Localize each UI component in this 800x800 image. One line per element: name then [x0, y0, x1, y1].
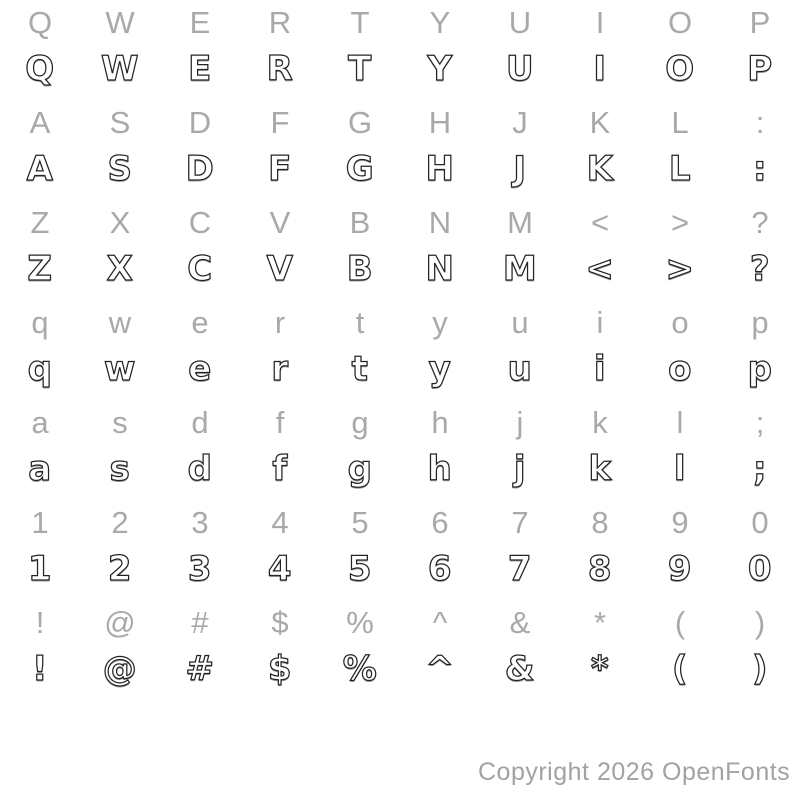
styled-glyph-;: ;	[752, 449, 768, 489]
styled-glyph-L: L	[668, 149, 692, 189]
reference-glyph-L: L	[671, 105, 689, 140]
styled-glyph-A: A	[26, 149, 54, 189]
styled-glyph-l: l	[673, 449, 687, 489]
reference-glyph-;: ;	[755, 405, 765, 440]
reference-glyph-#: #	[191, 605, 209, 640]
reference-row	[0, 302, 800, 344]
reference-glyph-k: k	[592, 405, 608, 440]
reference-glyph-6: 6	[431, 505, 449, 540]
styled-glyph-#: #	[185, 649, 215, 689]
reference-glyph-K: K	[589, 105, 611, 140]
styled-glyph-O: O	[665, 49, 695, 89]
styled-glyph-y: y	[428, 349, 452, 389]
reference-glyph-G: G	[347, 105, 373, 140]
styled-glyph-J: J	[513, 149, 527, 189]
styled-glyph-2: 2	[107, 549, 133, 589]
reference-glyph-9: 9	[671, 505, 689, 540]
styled-glyph-1: 1	[27, 549, 53, 589]
styled-glyph-@: @	[102, 649, 138, 689]
styled-glyph-%: %	[342, 649, 378, 689]
styled-glyph-row	[0, 242, 800, 296]
styled-glyph-t: t	[351, 349, 369, 389]
reference-glyph-^: ^	[432, 605, 448, 640]
reference-row	[0, 102, 800, 144]
styled-glyph-s: s	[109, 449, 131, 489]
reference-glyph-y: y	[432, 305, 448, 340]
styled-glyph-4: 4	[267, 549, 293, 589]
reference-glyph-t: t	[355, 305, 365, 340]
reference-glyph-<: <	[590, 205, 610, 240]
styled-glyph-row	[0, 342, 800, 396]
styled-glyph-5: 5	[347, 549, 373, 589]
styled-glyph-U: U	[505, 49, 535, 89]
reference-glyph-e: e	[191, 305, 209, 340]
reference-glyph-8: 8	[591, 505, 609, 540]
styled-glyph-B: B	[346, 249, 374, 289]
styled-glyph-j: j	[513, 449, 527, 489]
copyright-text: Copyright 2026 OpenFonts	[478, 758, 791, 786]
styled-glyph-i: i	[593, 349, 607, 389]
reference-glyph-@: @	[104, 605, 136, 640]
styled-glyph-I: I	[593, 49, 607, 89]
styled-glyph-6: 6	[427, 549, 453, 589]
styled-glyph-D: D	[185, 149, 215, 189]
styled-glyph-h: h	[427, 449, 453, 489]
styled-glyph-row	[0, 442, 800, 496]
reference-glyph-H: H	[428, 105, 452, 140]
styled-glyph-0: 0	[747, 549, 773, 589]
styled-glyph-:: :	[752, 149, 768, 189]
styled-glyph-H: H	[425, 149, 455, 189]
styled-glyph-q: q	[27, 349, 53, 389]
reference-glyph-X: X	[109, 205, 131, 240]
reference-glyph-Y: Y	[429, 5, 451, 40]
styled-glyph-row	[0, 642, 800, 696]
styled-glyph-o: o	[668, 349, 692, 389]
reference-glyph-S: S	[109, 105, 131, 140]
styled-glyph-w: w	[104, 349, 136, 389]
reference-row	[0, 202, 800, 244]
reference-glyph-f: f	[275, 405, 285, 440]
reference-glyph-l: l	[676, 405, 684, 440]
reference-glyph-A: A	[29, 105, 51, 140]
styled-glyph-&: &	[504, 649, 536, 689]
reference-glyph-M: M	[507, 205, 533, 240]
reference-glyph-a: a	[31, 405, 49, 440]
styled-glyph-8: 8	[587, 549, 613, 589]
reference-glyph-1: 1	[31, 505, 49, 540]
styled-glyph-row	[0, 42, 800, 96]
reference-glyph-*: *	[593, 605, 607, 640]
styled-glyph-Y: Y	[427, 49, 453, 89]
styled-glyph-W: W	[100, 49, 139, 89]
styled-glyph-T: T	[348, 49, 372, 89]
styled-glyph-9: 9	[667, 549, 693, 589]
styled-glyph-E: E	[188, 49, 212, 89]
reference-glyph-3: 3	[191, 505, 209, 540]
reference-glyph-D: D	[188, 105, 212, 140]
reference-glyph-:: :	[755, 105, 765, 140]
styled-glyph-Q: Q	[25, 49, 55, 89]
reference-glyph-2: 2	[111, 505, 129, 540]
reference-glyph-I: I	[595, 5, 605, 40]
reference-glyph-d: d	[191, 405, 209, 440]
reference-glyph-O: O	[667, 5, 693, 40]
styled-glyph-row	[0, 542, 800, 596]
reference-glyph-0: 0	[751, 505, 769, 540]
reference-glyph-): )	[754, 605, 766, 640]
styled-glyph-P: P	[747, 49, 773, 89]
reference-glyph-h: h	[431, 405, 449, 440]
reference-row	[0, 2, 800, 44]
reference-glyph-V: V	[269, 205, 291, 240]
reference-glyph-F: F	[270, 105, 290, 140]
reference-glyph-$: $	[271, 605, 289, 640]
reference-glyph-W: W	[105, 5, 135, 40]
reference-glyph-T: T	[350, 5, 370, 40]
styled-glyph-S: S	[107, 149, 133, 189]
reference-glyph-q: q	[31, 305, 49, 340]
reference-glyph-p: p	[751, 305, 769, 340]
reference-glyph-J: J	[512, 105, 528, 140]
styled-glyph-r: r	[271, 349, 289, 389]
styled-glyph-p: p	[747, 349, 773, 389]
styled-glyph-?: ?	[749, 249, 771, 289]
reference-glyph-N: N	[428, 205, 452, 240]
styled-glyph-e: e	[188, 349, 212, 389]
styled-glyph-row	[0, 142, 800, 196]
styled-glyph-C: C	[187, 249, 213, 289]
styled-glyph-$: $	[267, 649, 293, 689]
reference-glyph-%: %	[346, 605, 374, 640]
styled-glyph-u: u	[507, 349, 533, 389]
reference-row	[0, 602, 800, 644]
reference-glyph-&: &	[509, 605, 531, 640]
reference-glyph-(: (	[674, 605, 686, 640]
reference-glyph-w: w	[108, 305, 132, 340]
styled-glyph-*: *	[590, 649, 610, 689]
styled-glyph-f: f	[272, 449, 288, 489]
styled-glyph-V: V	[266, 249, 294, 289]
styled-glyph-(: (	[671, 649, 689, 689]
reference-glyph-!: !	[35, 605, 45, 640]
reference-glyph-E: E	[189, 5, 211, 40]
reference-glyph-?: ?	[751, 205, 769, 240]
styled-glyph-g: g	[347, 449, 373, 489]
reference-glyph->: >	[670, 205, 690, 240]
styled-glyph-): )	[751, 649, 769, 689]
styled-glyph-7: 7	[507, 549, 533, 589]
styled-glyph->: >	[665, 249, 695, 289]
styled-glyph-3: 3	[187, 549, 213, 589]
reference-glyph-u: u	[511, 305, 529, 340]
reference-glyph-i: i	[596, 305, 604, 340]
reference-glyph-P: P	[749, 5, 771, 40]
styled-glyph-Z: Z	[27, 249, 53, 289]
reference-glyph-B: B	[349, 205, 371, 240]
styled-glyph-G: G	[345, 149, 375, 189]
styled-glyph-K: K	[586, 149, 614, 189]
styled-glyph-k: k	[588, 449, 612, 489]
reference-glyph-s: s	[112, 405, 128, 440]
reference-glyph-Q: Q	[27, 5, 53, 40]
styled-glyph-F: F	[268, 149, 292, 189]
reference-glyph-o: o	[671, 305, 689, 340]
reference-glyph-C: C	[188, 205, 212, 240]
reference-glyph-R: R	[268, 5, 292, 40]
reference-glyph-Z: Z	[30, 205, 50, 240]
reference-row	[0, 402, 800, 444]
styled-glyph-X: X	[106, 249, 134, 289]
reference-glyph-5: 5	[351, 505, 369, 540]
reference-glyph-r: r	[274, 305, 286, 340]
styled-glyph-<: <	[585, 249, 615, 289]
styled-glyph-^: ^	[425, 649, 455, 689]
reference-glyph-U: U	[508, 5, 532, 40]
reference-glyph-7: 7	[511, 505, 529, 540]
styled-glyph-!: !	[31, 649, 48, 689]
reference-glyph-g: g	[351, 405, 369, 440]
reference-row	[0, 502, 800, 544]
styled-glyph-R: R	[266, 49, 294, 89]
styled-glyph-N: N	[425, 249, 455, 289]
styled-glyph-M: M	[502, 249, 538, 289]
reference-glyph-j: j	[516, 405, 524, 440]
styled-glyph-a: a	[28, 449, 52, 489]
styled-glyph-d: d	[187, 449, 213, 489]
reference-glyph-4: 4	[271, 505, 289, 540]
